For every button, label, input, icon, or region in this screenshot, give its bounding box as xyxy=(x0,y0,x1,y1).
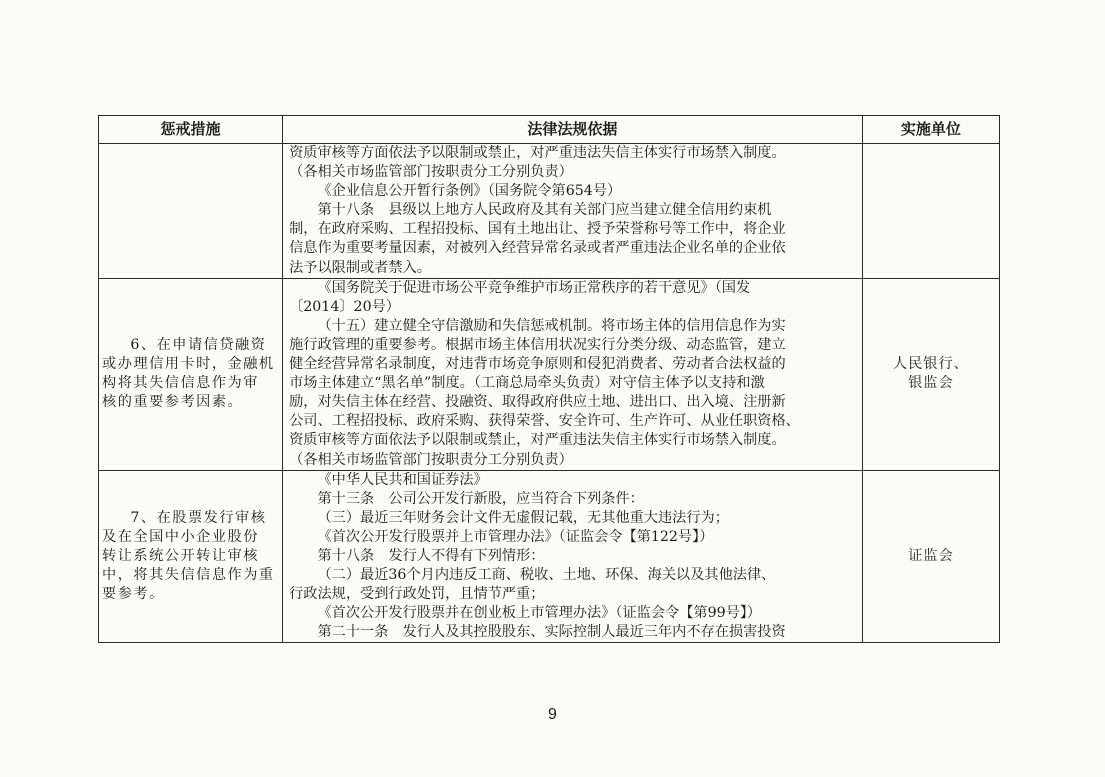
basis-line: 《首次公开发行股票并上市管理办法》（证监会令【第122号】） xyxy=(317,528,714,545)
basis-line: 信息作为重要考量因素，对被列入经营异常名录或者严重违法企业名单的企业依 xyxy=(289,240,786,257)
basis-line: （各相关市场监管部门按职责分工分别负责） xyxy=(289,164,573,181)
unit-cell xyxy=(862,278,999,470)
basis-line: 制，在政府采购、工程招投标、国有土地出让、授予荣誉称号等工作中，将企业 xyxy=(289,221,786,238)
basis-line: 〔2014〕20号） xyxy=(289,298,400,315)
basis-line: （二）最近36个月内违反工商、税收、土地、环保、海关以及其他法律、 xyxy=(317,567,776,584)
basis-cell xyxy=(283,470,863,643)
basis-cell xyxy=(283,278,863,470)
page-number: 9 xyxy=(548,706,557,723)
basis-line: 第二十一条 发行人及其控股股东、实际控制人最近三年内不存在损害投资 xyxy=(317,624,786,641)
table-row xyxy=(99,144,1000,279)
measure-cell xyxy=(99,278,283,470)
sanctions-table xyxy=(98,115,1000,643)
header-basis: 法律法规依据 xyxy=(283,116,863,144)
basis-line: 《首次公开发行股票并在创业板上市管理办法》（证监会令【第99号】） xyxy=(317,605,762,622)
basis-line: 施行政管理的重要参考。根据市场主体信用状况实行分类分级、动态监管，建立 xyxy=(289,336,786,353)
basis-line: 公司、工程招投标、政府采购、获得荣誉、安全许可、生产许可、从业任职资格、 xyxy=(289,413,800,430)
measure-line: 构将其失信信息作为审 xyxy=(102,375,259,392)
basis-line: 行政法规，受到行政处罚，且情节严重； xyxy=(289,586,545,603)
measure-line: 6、在申请信贷融资 xyxy=(130,336,267,353)
basis-line: 健全经营异常名录制度，对违背市场竞争原则和侵犯消费者、劳动者合法权益的 xyxy=(289,356,786,373)
measure-line: 及在全国中小企业股份 xyxy=(102,528,259,545)
measure-line: 转让系统公开转让审核 xyxy=(102,547,259,564)
basis-line: 《国务院关于促进市场公平竞争维护市场正常秩序的若干意见》（国发 xyxy=(317,279,751,296)
basis-line: 励，对失信主体在经营、投融资、取得政府供应土地、进出口、出入境、注册新 xyxy=(289,394,786,411)
basis-line: 市场主体建立“黑名单”制度。（工商总局牵头负责）对守信主体予以支持和激 xyxy=(289,375,765,392)
measure-cell xyxy=(99,470,283,643)
basis-cell xyxy=(283,144,863,279)
basis-line: （各相关市场监管部门按职责分工分别负责） xyxy=(289,451,573,468)
measure-line: 或办理信用卡时，金融机 xyxy=(102,356,275,373)
unit-line: 证监会 xyxy=(908,547,954,564)
measure-line: 中，将其失信信息作为重 xyxy=(102,567,275,584)
basis-line: 《中华人民共和国证券法》 xyxy=(317,471,488,488)
basis-line: 法予以限制或者禁入。 xyxy=(289,259,431,276)
basis-line: 第十八条 县级以上地方人民政府及其有关部门应当建立健全信用约束机 xyxy=(317,202,772,219)
basis-line: 第十八条 发行人不得有下列情形： xyxy=(317,547,545,564)
header-unit: 实施单位 xyxy=(862,116,999,144)
measure-line: 要参考。 xyxy=(102,586,165,603)
basis-line: 《企业信息公开暂行条例》（国务院令第654号） xyxy=(317,183,622,200)
table-header-row xyxy=(99,116,1000,144)
unit-line: 人民银行、 xyxy=(892,356,969,373)
unit-cell xyxy=(862,470,999,643)
measure-line: 7、在股票发行审核 xyxy=(130,509,267,526)
measure-line: 核的重要参考因素。 xyxy=(102,394,244,411)
basis-line: （三）最近三年财务会计文件无虚假记载，无其他重大违法行为； xyxy=(317,509,729,526)
table-row xyxy=(99,470,1000,643)
basis-line: 资质审核等方面依法予以限制或禁止，对严重违法失信主体实行市场禁入制度。 xyxy=(289,432,786,449)
table-row xyxy=(99,278,1000,470)
basis-line: 资质审核等方面依法予以限制或禁止，对严重违法失信主体实行市场禁入制度。 xyxy=(289,145,786,161)
basis-line: （十五）建立健全守信激励和失信惩戒机制。将市场主体的信用信息作为实 xyxy=(317,317,786,334)
unit-line: 银监会 xyxy=(908,375,954,392)
header-measure: 惩戒措施 xyxy=(99,116,283,144)
unit-cell xyxy=(862,144,999,279)
basis-line: 第十三条 公司公开发行新股，应当符合下列条件： xyxy=(317,490,644,507)
measure-cell xyxy=(99,144,283,279)
